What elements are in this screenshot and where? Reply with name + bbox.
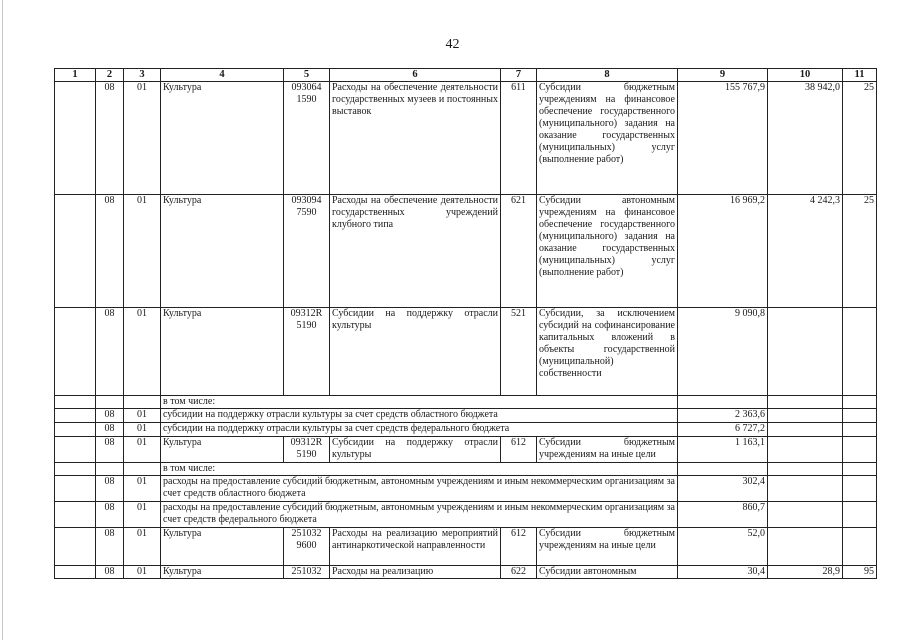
subsection-code: 01 [124, 566, 161, 579]
header-cell: 5 [284, 69, 330, 82]
amount-plan: 52,0 [678, 528, 768, 566]
amount-actual: 4 242,3 [768, 195, 843, 308]
subsection-code: 01 [124, 82, 161, 195]
amount-actual [768, 437, 843, 463]
table-row [55, 396, 877, 409]
budget-table [54, 68, 877, 579]
section-code: 08 [96, 566, 124, 579]
section-code: 08 [96, 82, 124, 195]
subsection-code: 01 [124, 423, 161, 437]
table-row [55, 528, 877, 566]
expense-name: Расходы на обеспечение деятельности государственных музеев и постоянных выставок [330, 82, 501, 195]
table-row [55, 476, 877, 502]
subtotal-description: субсидии на поддержку отрасли культуры за счет средств областного бюджета [161, 409, 678, 423]
table-row [55, 409, 877, 423]
amount-actual: 38 942,0 [768, 82, 843, 195]
amount-plan: 860,7 [678, 502, 768, 528]
section-name: Культура [161, 566, 284, 579]
page-edge-line [2, 0, 3, 640]
amount-actual [768, 423, 843, 437]
subsection-code: 01 [124, 409, 161, 423]
expense-type-code: 621 [501, 195, 537, 308]
expense-type-name: Субсидии автономным [537, 566, 678, 579]
header-cell: 2 [96, 69, 124, 82]
expense-name: Расходы на реализацию мероприятий антинаркотической направленности [330, 528, 501, 566]
expense-name: Субсидии на поддержку отрасли культуры [330, 437, 501, 463]
subtotal-description: субсидии на поддержку отрасли культуры за счет средств федерального бюджета [161, 423, 678, 437]
header-cell: 8 [537, 69, 678, 82]
percent [843, 528, 877, 566]
table-row [55, 566, 877, 579]
table-row [55, 437, 877, 463]
header-cell: 3 [124, 69, 161, 82]
section-code: 08 [96, 308, 124, 396]
table-row [55, 502, 877, 528]
target-code: 251032 9600 [284, 528, 330, 566]
amount-plan: 2 363,6 [678, 409, 768, 423]
expense-type-name: Субсидии, за исключением субсидий на софинансирование капитальных вложений в объекты государственной (муниципальной) собственности [537, 308, 678, 396]
percent: 25 [843, 82, 877, 195]
percent [843, 476, 877, 502]
section-name: Культура [161, 195, 284, 308]
page-number: 42 [445, 37, 460, 52]
section-code: 08 [96, 409, 124, 423]
expense-type-code: 612 [501, 528, 537, 566]
expense-type-code: 521 [501, 308, 537, 396]
expense-name: Расходы на реализацию [330, 566, 501, 579]
subsection-code: 01 [124, 437, 161, 463]
percent [843, 409, 877, 423]
amount-actual [768, 308, 843, 396]
subtotal-description: расходы на предоставление субсидий бюджетным, автономным учреждениям и иным некоммерческим организациям за счет средств областного бюджета [161, 476, 678, 502]
subsection-code: 01 [124, 476, 161, 502]
table-row [55, 463, 877, 476]
section-name: Культура [161, 82, 284, 195]
amount-actual [768, 409, 843, 423]
expense-type-code: 611 [501, 82, 537, 195]
header-row [55, 69, 877, 82]
amount-plan: 30,4 [678, 566, 768, 579]
header-cell: 6 [330, 69, 501, 82]
section-code: 08 [96, 528, 124, 566]
header-cell: 7 [501, 69, 537, 82]
subtotal-label: в том числе: [161, 463, 678, 476]
amount-plan: 9 090,8 [678, 308, 768, 396]
table-row [55, 308, 877, 396]
table-row [55, 195, 877, 308]
target-code: 093094 7590 [284, 195, 330, 308]
expense-type-name: Субсидии бюджетным учреждениям на иные цели [537, 437, 678, 463]
amount-plan: 1 163,1 [678, 437, 768, 463]
amount-actual [768, 528, 843, 566]
target-code: 251032 [284, 566, 330, 579]
section-code: 08 [96, 437, 124, 463]
amount-actual [768, 502, 843, 528]
amount-plan: 6 727,2 [678, 423, 768, 437]
percent [843, 308, 877, 396]
amount-plan: 155 767,9 [678, 82, 768, 195]
amount-plan: 16 969,2 [678, 195, 768, 308]
section-code: 08 [96, 476, 124, 502]
percent: 95 [843, 566, 877, 579]
table-row [55, 423, 877, 437]
expense-type-code: 612 [501, 437, 537, 463]
subtotal-label: в том числе: [161, 396, 678, 409]
percent [843, 437, 877, 463]
percent: 25 [843, 195, 877, 308]
amount-actual: 28,9 [768, 566, 843, 579]
header-cell: 1 [55, 69, 96, 82]
percent [843, 423, 877, 437]
target-code: 093064 1590 [284, 82, 330, 195]
section-code: 08 [96, 502, 124, 528]
expense-name: Расходы на обеспечение деятельности государственных учреждений клубного типа [330, 195, 501, 308]
subsection-code: 01 [124, 528, 161, 566]
section-code: 08 [96, 423, 124, 437]
target-code: 09312R 5190 [284, 308, 330, 396]
section-name: Культура [161, 528, 284, 566]
expense-type-name: Субсидии бюджетным учреждениям на иные цели [537, 528, 678, 566]
subsection-code: 01 [124, 308, 161, 396]
amount-plan: 302,4 [678, 476, 768, 502]
table-row [55, 82, 877, 195]
expense-type-code: 622 [501, 566, 537, 579]
subsection-code: 01 [124, 195, 161, 308]
header-cell: 4 [161, 69, 284, 82]
header-cell: 11 [843, 69, 877, 82]
section-name: Культура [161, 308, 284, 396]
subsection-code: 01 [124, 502, 161, 528]
expense-name: Субсидии на поддержку отрасли культуры [330, 308, 501, 396]
subtotal-description: расходы на предоставление субсидий бюджетным, автономным учреждениям и иным некоммерческим организациям за счет средств федерального бюджета [161, 502, 678, 528]
percent [843, 502, 877, 528]
expense-type-name: Субсидии автономным учреждениям на финансовое обеспечение государственного (муниципального) задания на оказание государственных (муниципальных) услуг (выполнение работ) [537, 195, 678, 308]
section-name: Культура [161, 437, 284, 463]
header-cell: 10 [768, 69, 843, 82]
expense-type-name: Субсидии бюджетным учреждениям на финансовое обеспечение государственного (муниципального) задания на оказание государственных (муниципальных) услуг (выполнение работ) [537, 82, 678, 195]
amount-actual [768, 476, 843, 502]
header-cell: 9 [678, 69, 768, 82]
target-code: 09312R 5190 [284, 437, 330, 463]
section-code: 08 [96, 195, 124, 308]
